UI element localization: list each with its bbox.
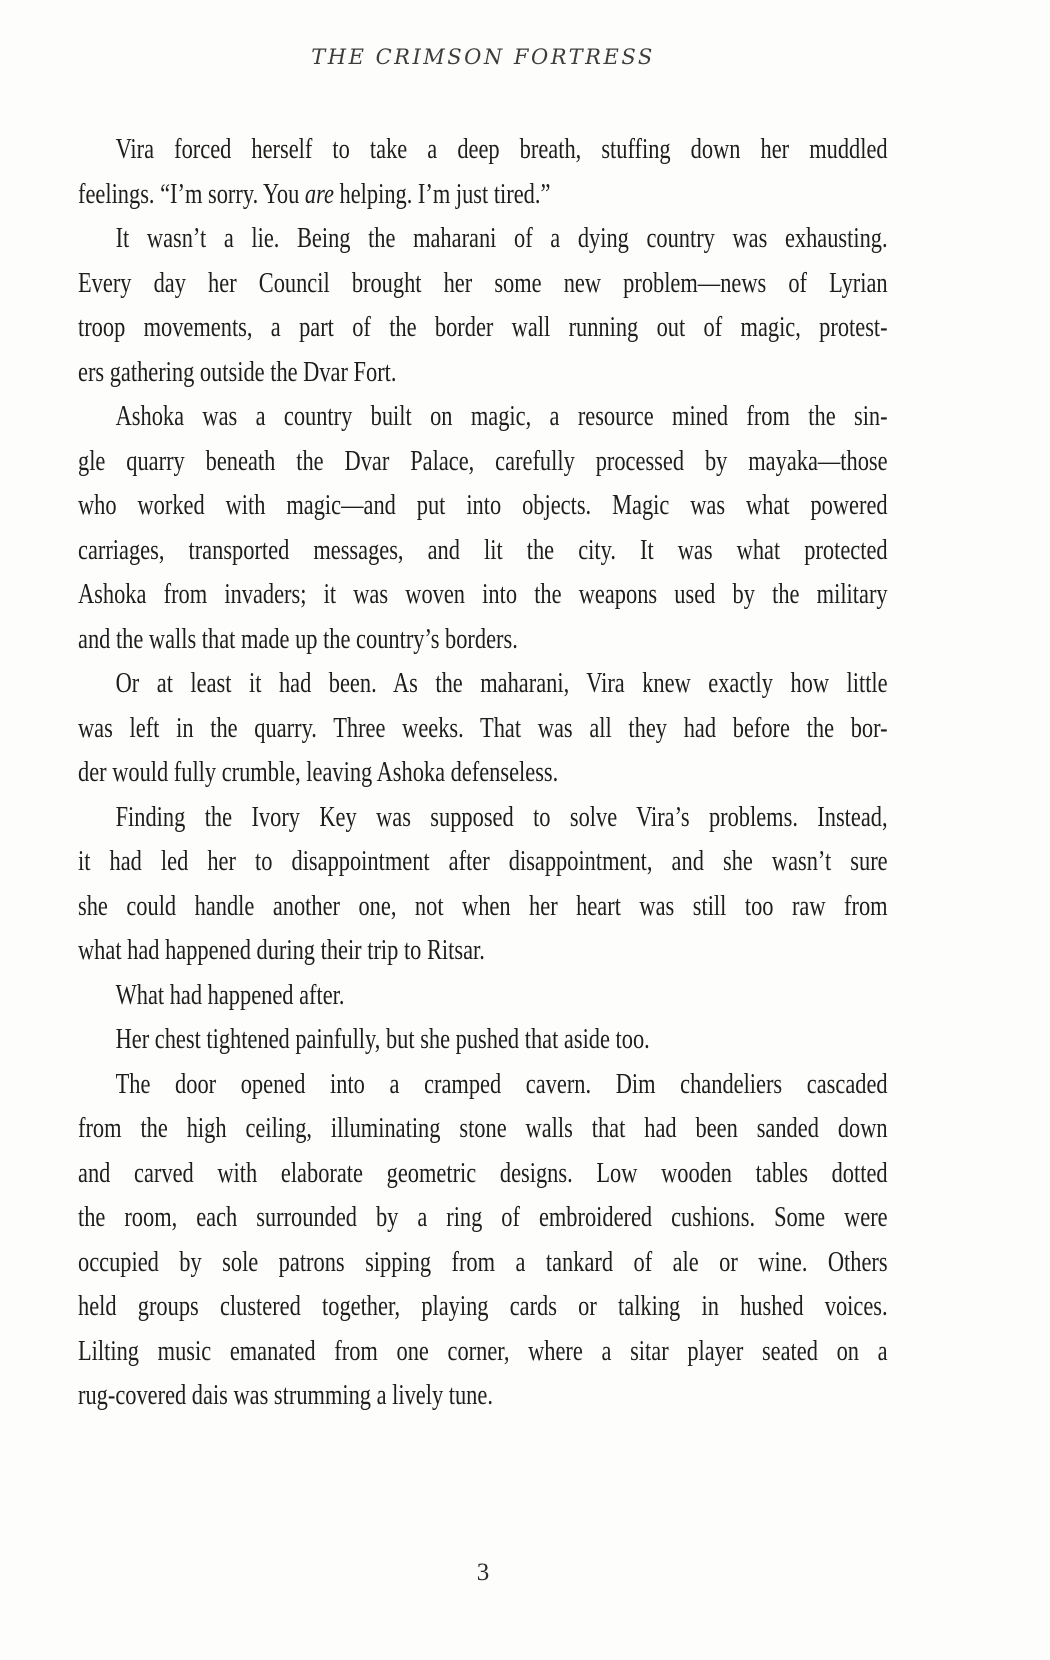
paragraph bbox=[78, 662, 888, 796]
page-body bbox=[78, 128, 888, 1419]
text-line: Vira forced herself to take a deep breath, stuffing down her muddled bbox=[115, 134, 888, 165]
paragraph bbox=[78, 217, 888, 395]
text-line: The door opened into a cramped cavern. Dim chandeliers cascaded bbox=[115, 1068, 888, 1100]
paragraph bbox=[78, 1018, 888, 1063]
text-line: it had led her to disappointment after disappointment, and she wasn’t sure bbox=[78, 846, 888, 877]
paragraph bbox=[78, 1063, 888, 1419]
page-number: 3 bbox=[476, 1559, 490, 1586]
text-line: Or at least it had been. As the maharani, Vira knew exactly how little bbox=[115, 668, 888, 699]
text-line: who worked with magic—and put into objects. Magic was what powered bbox=[78, 490, 888, 521]
paragraph bbox=[78, 395, 888, 662]
text-line: What had happened after. bbox=[115, 979, 345, 1011]
text-line: It wasn’t a lie. Being the maharani of a dying country was exhausting. bbox=[115, 223, 888, 254]
text-line: held groups clustered together, playing cards or talking in hushed voices. bbox=[78, 1291, 888, 1322]
paragraph bbox=[78, 974, 888, 1019]
text-line: Every day her Council brought her some new problem—news of Lyrian bbox=[78, 267, 888, 299]
text-line: from the high ceiling, illuminating stone walls that had been sanded down bbox=[78, 1113, 888, 1144]
paragraph bbox=[78, 796, 888, 974]
text-line: ers gathering outside the Dvar Fort. bbox=[78, 356, 397, 388]
text-line: rug-covered dais was strumming a lively tune. bbox=[78, 1380, 493, 1411]
running-header: THE CRIMSON FORTRESS bbox=[311, 45, 655, 69]
text-line: Ashoka from invaders; it was woven into the weapons used by the military bbox=[78, 579, 888, 610]
text-line: der would fully crumble, leaving Ashoka defenseless. bbox=[78, 757, 559, 788]
text-line: occupied by sole patrons sipping from a tankard of ale or wine. Others bbox=[78, 1246, 888, 1278]
paragraph bbox=[78, 128, 888, 217]
text-line: carriages, transported messages, and lit the city. It was what protected bbox=[78, 534, 888, 566]
text-line: feelings. “I’m sorry. You are helping. I’m just tired.” bbox=[78, 178, 551, 210]
text-line: was left in the quarry. Three weeks. That was all they had before the bor- bbox=[78, 712, 888, 744]
text-line: she could handle another one, not when her heart was still too raw from bbox=[78, 890, 888, 922]
text-line: troop movements, a part of the border wall running out of magic, protest- bbox=[78, 312, 888, 343]
text-line: Her chest tightened painfully, but she pushed that aside too. bbox=[115, 1024, 650, 1055]
text-line: the room, each surrounded by a ring of embroidered cushions. Some were bbox=[78, 1202, 888, 1233]
text-line: Lilting music emanated from one corner, where a sitar player seated on a bbox=[78, 1335, 888, 1367]
text-line: gle quarry beneath the Dvar Palace, carefully processed by mayaka—those bbox=[78, 445, 888, 477]
text-line: Finding the Ivory Key was supposed to solve Vira’s problems. Instead, bbox=[115, 801, 888, 833]
text-line: Ashoka was a country built on magic, a resource mined from the sin- bbox=[115, 401, 888, 432]
text-line: and carved with elaborate geometric designs. Low wooden tables dotted bbox=[78, 1157, 888, 1189]
text-line: and the walls that made up the country’s borders. bbox=[78, 623, 518, 655]
text-line: what had happened during their trip to Ritsar. bbox=[78, 935, 485, 966]
